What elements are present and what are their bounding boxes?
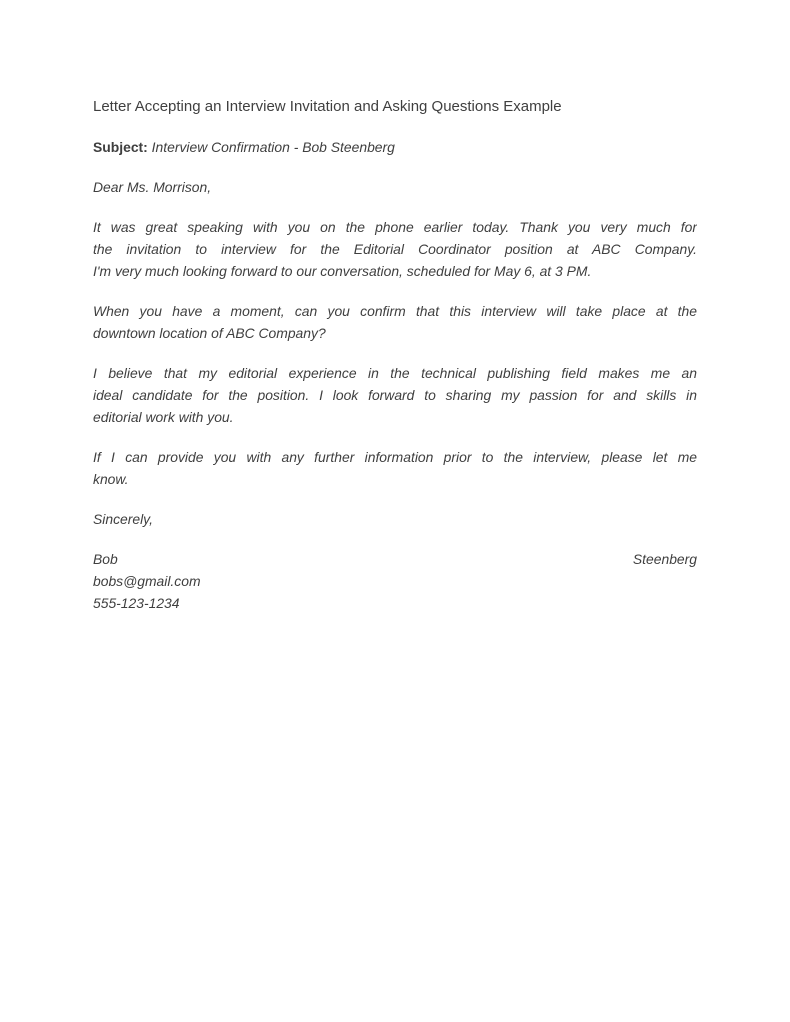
paragraph-3 xyxy=(93,362,697,428)
signature-last-name: Steenberg xyxy=(632,551,697,567)
paragraph-3-line-3: editorial work with you. xyxy=(93,409,234,425)
paragraph-1-line-2: the invitation to interview for the Editorial Coordinator position at ABC Company. xyxy=(93,241,697,257)
salutation: Dear Ms. Morrison, xyxy=(93,179,212,195)
subject-label: Subject: xyxy=(93,139,148,155)
paragraph-4 xyxy=(93,446,697,490)
paragraph-3-line-2: ideal candidate for the position. I look forward to sharing my passion for and skills in xyxy=(93,387,697,403)
letter-content xyxy=(93,96,697,614)
paragraph-1 xyxy=(93,216,697,282)
paragraph-3-line-1: I believe that my editorial experience in the technical publishing field makes me an xyxy=(93,365,697,381)
paragraph-2-line-2: downtown location of ABC Company? xyxy=(93,325,326,341)
signature-block xyxy=(93,548,697,614)
paragraph-1-line-3: I'm very much looking forward to our conversation, scheduled for May 6, at 3 PM. xyxy=(93,263,592,279)
paragraph-4-line-1: If I can provide you with any further information prior to the interview, please let me xyxy=(93,449,697,465)
paragraph-2-line-1: When you have a moment, can you confirm that this interview will take place at the xyxy=(93,303,697,319)
paragraph-2 xyxy=(93,300,697,344)
document-title: Letter Accepting an Interview Invitation and Asking Questions Example xyxy=(93,98,562,115)
paragraph-4-line-2: know. xyxy=(93,471,129,487)
signature-email: bobs@gmail.com xyxy=(93,573,201,589)
paragraph-1-line-1: It was great speaking with you on the phone earlier today. Thank you very much for xyxy=(93,219,697,235)
signature-name-line xyxy=(93,548,697,570)
subject-line xyxy=(93,136,697,158)
signature-first-name: Bob xyxy=(93,551,118,567)
subject-value: Interview Confirmation - Bob Steenberg xyxy=(151,139,395,155)
signature-phone: 555-123-1234 xyxy=(93,595,180,611)
closing: Sincerely, xyxy=(93,511,153,527)
